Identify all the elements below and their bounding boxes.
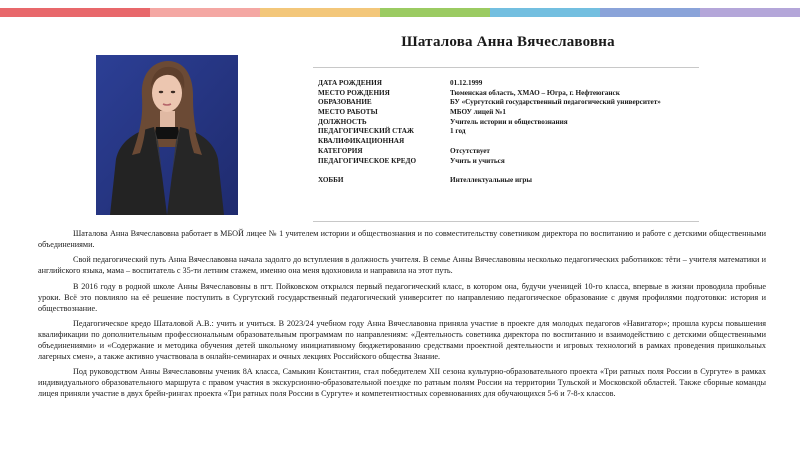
info-label: ДАТА РОЖДЕНИЯ: [318, 79, 382, 87]
info-row: [318, 89, 708, 99]
top-bar-segment: [0, 8, 150, 17]
paragraph: Шаталова Анна Вячеславовна работает в МБОЙ лицее № 1 учителем истории и обществознания и по совместительству советником директора по воспитанию и работе с детскими общественными объединениями.: [38, 229, 766, 249]
info-label: КВАЛИФИКАЦИОННАЯ: [318, 137, 405, 146]
info-value: Тюменская область, ХМАО – Югра, г. Нефтеюганск: [450, 88, 620, 97]
info-row: [318, 157, 708, 167]
profile-info-table: [318, 79, 708, 186]
info-value: БУ «Сургутский государственный педагогический университет»: [450, 98, 661, 107]
info-row: [318, 118, 708, 128]
paragraph: В 2016 году в родной школе Анны Вячеславовны в пгт. Пойковском открылся первый педагогический класс, в котором она, будучи ученицей 10-го класса, впервые в жизни проводила пробные уроки. Всё это повлияло на её решение поступить в Сургутский государственный педагогический университет по направлению педагогическое образование с двумя профилями подготовки: история и обществознание.: [38, 281, 766, 313]
top-bar-segment: [380, 8, 490, 17]
info-value: Учитель истории и обществознания: [450, 117, 568, 126]
info-label: ПЕДАГОГИЧЕСКОЕ КРЕДО: [318, 156, 417, 165]
bottom-divider: [313, 221, 699, 222]
info-row: [318, 137, 708, 147]
info-row: [318, 147, 708, 157]
portrait-photo: [96, 55, 238, 215]
top-bar-segment: [260, 8, 380, 17]
info-row: [318, 98, 708, 108]
paragraph: Свой педагогический путь Анна Вячеславовна начала задолго до вступления в должность учителя. В семье Анны Вячеславовны несколько педагогических работников: тёти – учителя математики и английского языка, мама – воспитатель с 35-ти летним стажем, именно она меня вдохновила и направила на этот путь.: [38, 255, 766, 276]
biography-text: [38, 229, 766, 405]
info-row-hobby: [318, 176, 708, 186]
top-bar-segment: [600, 8, 700, 17]
info-row: [318, 127, 708, 137]
info-label: МЕСТО РОЖДЕНИЯ: [318, 88, 390, 97]
info-value: МБОУ лицей №1: [450, 108, 507, 117]
paragraph: Под руководством Анны Вячеславовны ученик 8А класса, Самыкин Константин, стал победителем XII сезона культурно-образовательного проекта «Три ратных поля России в Сургуте» в рамках индивидуального образовательного маршрута с правом участия в экскурсионно-образовательной поездке по ратным полям России на территории Тульской и Московской областей. Также сборные команды лицея приняли участие в двух брейн-рингах проекта «Три ратных поля России в Сургуте» и компетентностных соревнованиях для обучающихся 5-6 и 7-8-х классов.: [38, 367, 766, 399]
top-divider: [313, 67, 699, 68]
top-bar-segment: [490, 8, 600, 17]
info-value: 1 год: [450, 127, 466, 136]
info-row: [318, 108, 708, 118]
top-color-bar: [0, 8, 800, 17]
info-value: Отсутствует: [450, 146, 490, 155]
info-label: ОБРАЗОВАНИЕ: [318, 98, 372, 107]
top-bar-segment: [700, 8, 800, 17]
paragraph: Педагогическое кредо Шаталовой А.В.: учить и учиться. В 2023/24 учебном году Анна Вячеславовна приняла участие в проекте для молодых педагогов «Навигатор»; прошла курсы повышения квалификации по дополнительным профессиональным образовательным программам по направлениям: «Деятельность советника директора по воспитанию и взаимодействию с детскими общественными объединениями» и «Содержание и методика обучения детей школьному инициативному бюджетированию средствами проектной деятельности и игровых технологий в рамках проведения пришкольных лагерных смен», а также активно участвовала в онлайн-семинарах и очных лекциях Российского общества Знание.: [38, 319, 766, 361]
info-label: ХОББИ: [318, 175, 344, 184]
info-value: 01.12.1999: [450, 79, 483, 87]
info-label: МЕСТО РАБОТЫ: [318, 108, 378, 117]
info-value: Учить и учиться: [450, 156, 505, 165]
info-label: ПЕДАГОГИЧЕСКИЙ СТАЖ: [318, 127, 415, 136]
info-label: КАТЕГОРИЯ: [318, 146, 363, 155]
info-label: ДОЛЖНОСТЬ: [318, 117, 367, 126]
info-row: [318, 79, 708, 89]
person-name: Шаталова Анна Вячеславовна: [401, 34, 615, 50]
top-bar-segment: [150, 8, 260, 17]
info-value: Интеллектуальные игры: [450, 175, 533, 184]
